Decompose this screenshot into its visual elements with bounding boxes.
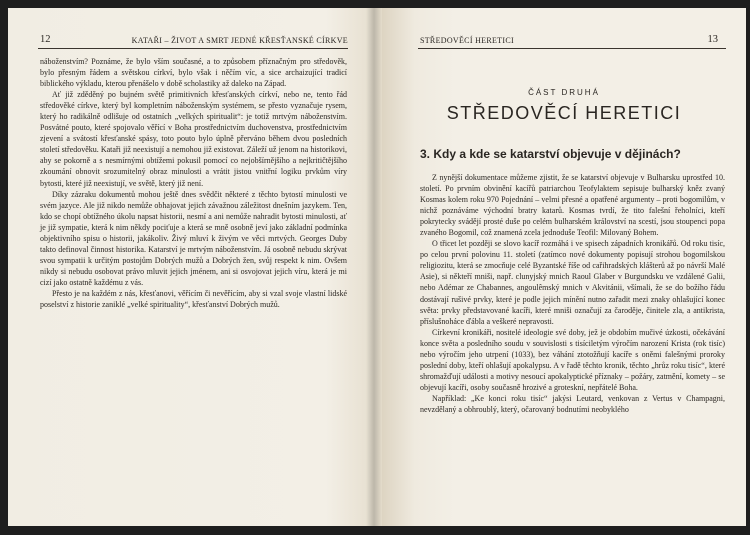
left-page-body — [40, 56, 347, 310]
paragraph: O třicet let později se slovo kacíř rozmáhá i ve spisech západních kronikářů. Od roku tisíc, po celou první polovinu 11. století (zatímco nové dokumenty popisují strohou bogomilskou religiozitu, která se zmocňuje celé Byzantské říše od cařihradských klášterů až po návrší Malé Asie), si někteří mniši, např. clunyjský mnich Raoul Glaber v Burgundsku ve vzdálené Galii, nebo Adémar ze Chabannes, angoulêmský mnich v Akvitánii, všímali, že se do božího řádu dostávají rušivé prvky, které je podle jejich mínění nutno zařadit mezi znaky ohlašující konec světa: prvky představované kacíři, které mniši označují za čaroděje, činitele zla, a antikrista, příslušnoháce ďábla a veškeré nepravosti. — [420, 239, 725, 326]
right-page — [382, 8, 746, 526]
running-head-left: KATAŘI – ŽIVOT A SMRT JEDNÉ KŘESŤANSKÉ CÍRKVE — [131, 36, 348, 45]
paragraph: Například: „Ke konci roku tisíc“ jakýsi Leutard, venkovan z Vertus v Champagni, nevzdělaný a obhroublý, který, očarovaný bodnutími neobyklého — [420, 393, 725, 414]
book-gutter — [366, 8, 382, 526]
header-rule-left — [38, 48, 348, 49]
page-number-left: 12 — [40, 34, 51, 45]
section-heading: 3. Kdy a kde se katarství objevuje v dějinách? — [420, 147, 681, 161]
header-rule-right — [418, 48, 726, 49]
chapter-title: STŘEDOVĚCÍ HERETICI — [446, 103, 682, 123]
paragraph: náboženstvím? Poznáme, že bylo vším současné, a to způsobem příznačným pro středověk, bylo přesným řádem a světskou církví, bylo však i něčím víc, a sice archaizující tradicí biblického výkladu, kterou přenášelo v době scholastiky až daleko na Západ. — [40, 57, 347, 89]
left-page — [8, 8, 383, 526]
paragraph: Ať již zděděný po bujném světě primitivních křesťanských církví, nebo ne, tento řád středověké církve, který byl kompletním náboženským systémem, se přesto vyznačuje rysem, který ho radikálně odlišuje od ostatních „velkých spiritualit“: je totiž mrtvým náboženstvím. Posvátné pouto, které spojovalo věřící v Boha prostřednictvím duchovenstva, prostřednictvím zjevení a svátostí křesťanské spásy, toto pouto bylo úplně přerváno během dvou posledních století středověku. Katařі již neexistují a nemohou již existovat. Záleží už jenom na historikovi, aby se pokorně a s nesmírnými obtížemi pokusil pomocí co nejobšírnějšího a nejkritičtějšího zkoumání obnovit srozumitelný obraz minulosti a vrátit jistou vnitřní logiku prvkům víry bytosti, které již neexistují, ve světě, který již není. — [40, 90, 347, 188]
right-page-body — [420, 172, 725, 415]
paragraph: Církevní kronikáři, nositelé ideologie své doby, jež je obdobím mučivé úzkosti, očekávání konce světa a posledního soudu v souvislosti s tisíciletým výročím narození Krista (rok tisíc) nebo výročím jeho utrpení (1033), bez váhání ztotožňují kacíře s oněmi falešnými proroky poslední doby, kteří ohlašují apokalypsu. A v řadě těchto kronik, těchto „hrůz roku tisíc“, které shromažďují události a motivy nesoucí apokalyptické příznaky – požáry, zatmění, komety – se objevují kacíři, osoby současně hrozivé a groteskní, nepřátelé Boha. — [420, 327, 725, 392]
paragraph: Přesto je na každém z nás, křesťanovi, věřícím či nevěřícím, aby si vzal svoje vlastní lidské poselství z historie zaniklé „velké spirituality“, křesťanství Dobrých mužů. — [40, 288, 347, 310]
part-label: ČÁST DRUHÁ — [528, 88, 600, 97]
page-number-right: 13 — [707, 34, 718, 45]
paragraph: Z nynější dokumentace můžeme zjistit, že se katarství objevuje v Bulharsku uprostřed 10. století. Po prvním obvinění kacířů patriarchou Teofylaktem sepisuje bulharský kněz zvaný Kosmas kolem roku 970 Pojednání – velmi přesné a opatřené argumenty – proti bogomilům, v nichž poznáváme východní bratry katarů. Kosmas tvrdí, že tito falešní řeholníci, kteří pokrytecky svádějí prosté duše po celém bulharském království na scestí, jsou stoupenci popa zvaného Bogomil, což znamená zcela jednoduše Teofil: Milovaný Bohem. — [420, 173, 725, 238]
running-head-right: STŘEDOVĚCÍ HERETICI — [420, 36, 514, 45]
paragraph: Díky zázraku dokumentů mohou ještě dnes svědčit některé z těchto bytostí minulosti ve svém jazyce. Ale již nikdo nemůže obhajovat jejich závažnou záležitost dnešním jazykem. Ten, kdo se chopí obtížného úkolu napsat historii, nesmí a ani nemůže nahradit bytosti minulosti, ať je již sympatie, která k nim někdy pociťuje a která se mně osobně jeví jako základní podmínka objektivního spisu o historii, jakákoliv. Živý mluví k živým ve věci mrtvých. Georges Duby takto definoval činnost historika. Katarství je mrtvým náboženstvím. Já osobně nebudu skrývat svou sympatii k určitým postojům Dobrých mužů a Dobrých žen, svůj respekt k nim. Ovšem nikdy si nebudu osobovat právo mluvit jejich jménem, ani si osvojovat jejich víru, která je mi cizí jako ostatně každému z vás. — [40, 189, 347, 287]
